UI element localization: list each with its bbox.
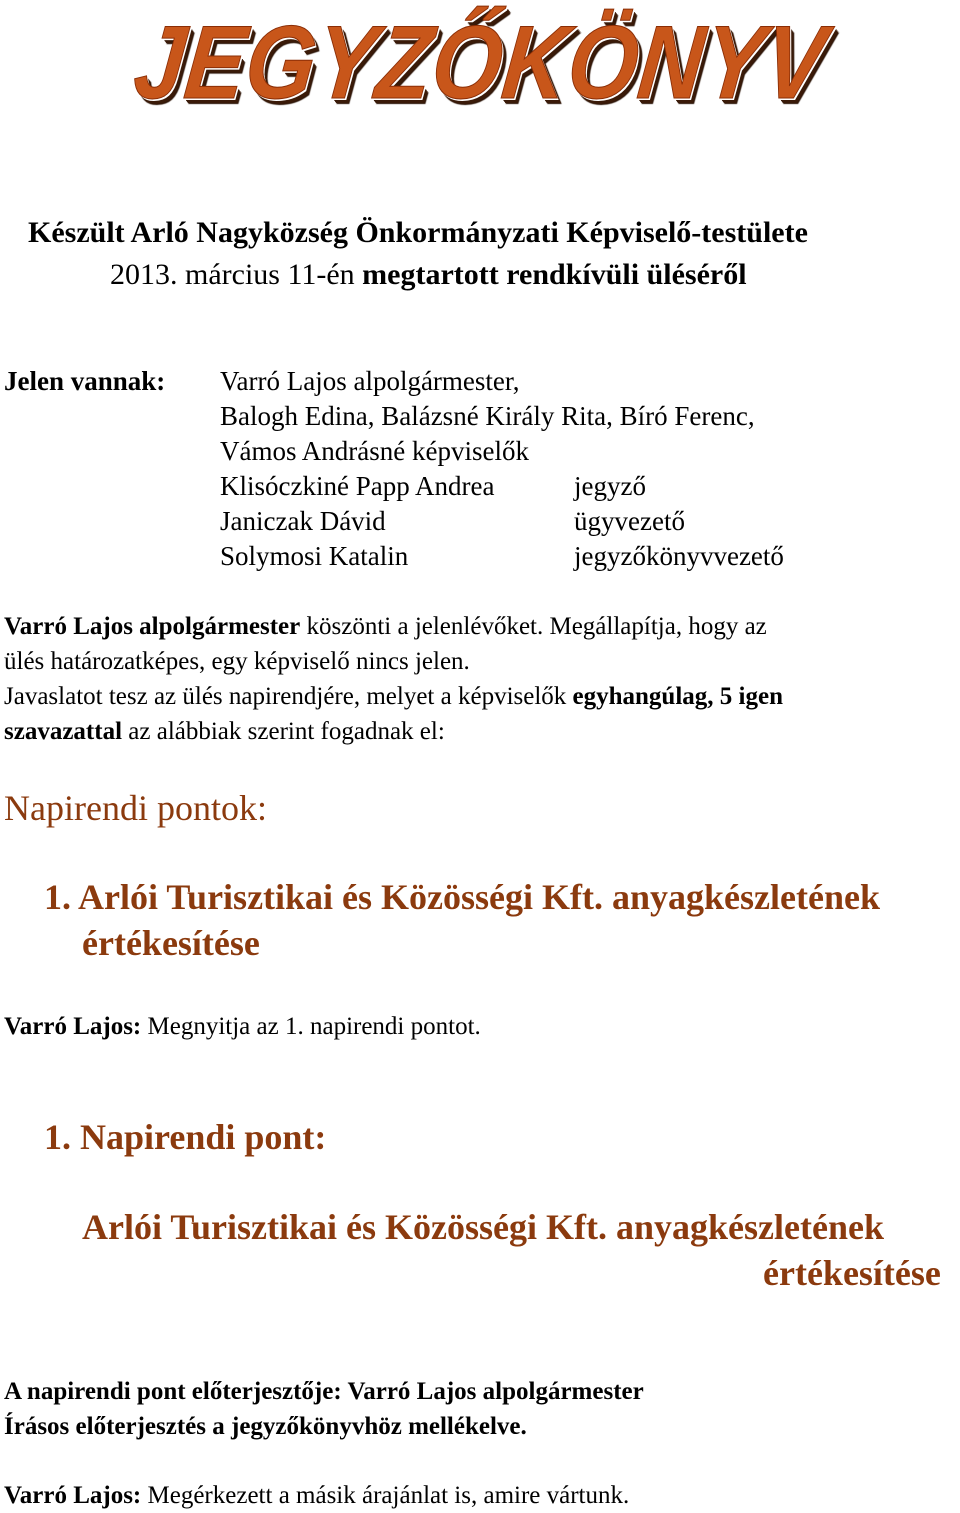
logo-text: JEGYZŐKÖNYV (128, 5, 832, 121)
point-heading: 1. Napirendi pont: (44, 1117, 327, 1157)
closing-text: Megérkezett a másik árajánlat is, amire vártunk. (141, 1482, 630, 1509)
staff-role: jegyző (574, 471, 646, 501)
agenda-item-line2: értékesítése (82, 923, 260, 963)
staff-role: ügyvezető (574, 506, 685, 536)
staff-name: Solymosi Katalin (220, 541, 409, 571)
intro-vote: egyhangúlag, 5 igen (572, 683, 783, 710)
intro-line2: ülés határozatképes, egy képviselő nincs jelen. (4, 648, 470, 675)
intro-line4 (4, 714, 445, 749)
closing-line (4, 1478, 629, 1513)
intro-line1 (4, 609, 767, 644)
attendees-line3: Vámos Andrásné képviselők (220, 436, 529, 466)
presenter-line: A napirendi pont előterjesztője: Varró Lajos alpolgármester (4, 1378, 644, 1405)
point-title-line1: Arlói Turisztikai és Közösségi Kft. anyagkészletének (82, 1207, 884, 1247)
title-logo (0, 0, 960, 130)
staff-role: jegyzőkönyvvezető (574, 541, 784, 571)
heading-rest: megtartott rendkívüli üléséről (354, 258, 747, 291)
attachment-note: Írásos előterjesztés a jegyzőkönyvhöz mellékelve. (4, 1413, 527, 1440)
intro-line3 (4, 679, 783, 714)
agenda-item-line1: 1. Arlói Turisztikai és Közösségi Kft. anyagkészletének (44, 877, 880, 917)
intro-proposal: Javaslatot tesz az ülés napirendjére, melyet a képviselők (4, 683, 573, 710)
attendees-line1: Varró Lajos alpolgármester, (220, 366, 520, 396)
attendees-line2: Balogh Edina, Balázsné Király Rita, Bíró Ferenc, (220, 401, 755, 431)
heading-line1: Készült Arló Nagyközség Önkormányzati Képviselő-testülete (28, 216, 808, 249)
intro-accept: az alábbiak szerint fogadnak el: (122, 718, 445, 745)
heading-line2 (110, 254, 747, 296)
opening-line (4, 1009, 481, 1044)
attendees-label: Jelen vannak: (4, 366, 166, 396)
opening-speaker: Varró Lajos: (4, 1013, 142, 1040)
staff-name: Janiczak Dávid (220, 506, 386, 536)
intro-text: köszönti a jelenlévőket. Megállapítja, hogy az (300, 613, 767, 640)
closing-speaker: Varró Lajos: (4, 1482, 142, 1509)
intro-vote-cont: szavazattal (4, 718, 123, 745)
agenda-title: Napirendi pontok: (4, 788, 267, 828)
heading-date: 2013. március 11-én (110, 258, 355, 291)
opening-text: Megnyitja az 1. napirendi pontot. (141, 1013, 481, 1040)
intro-speaker: Varró Lajos alpolgármester (4, 613, 301, 640)
point-title-line2: értékesítése (763, 1253, 941, 1293)
staff-name: Klisóczkiné Papp Andrea (220, 471, 495, 501)
